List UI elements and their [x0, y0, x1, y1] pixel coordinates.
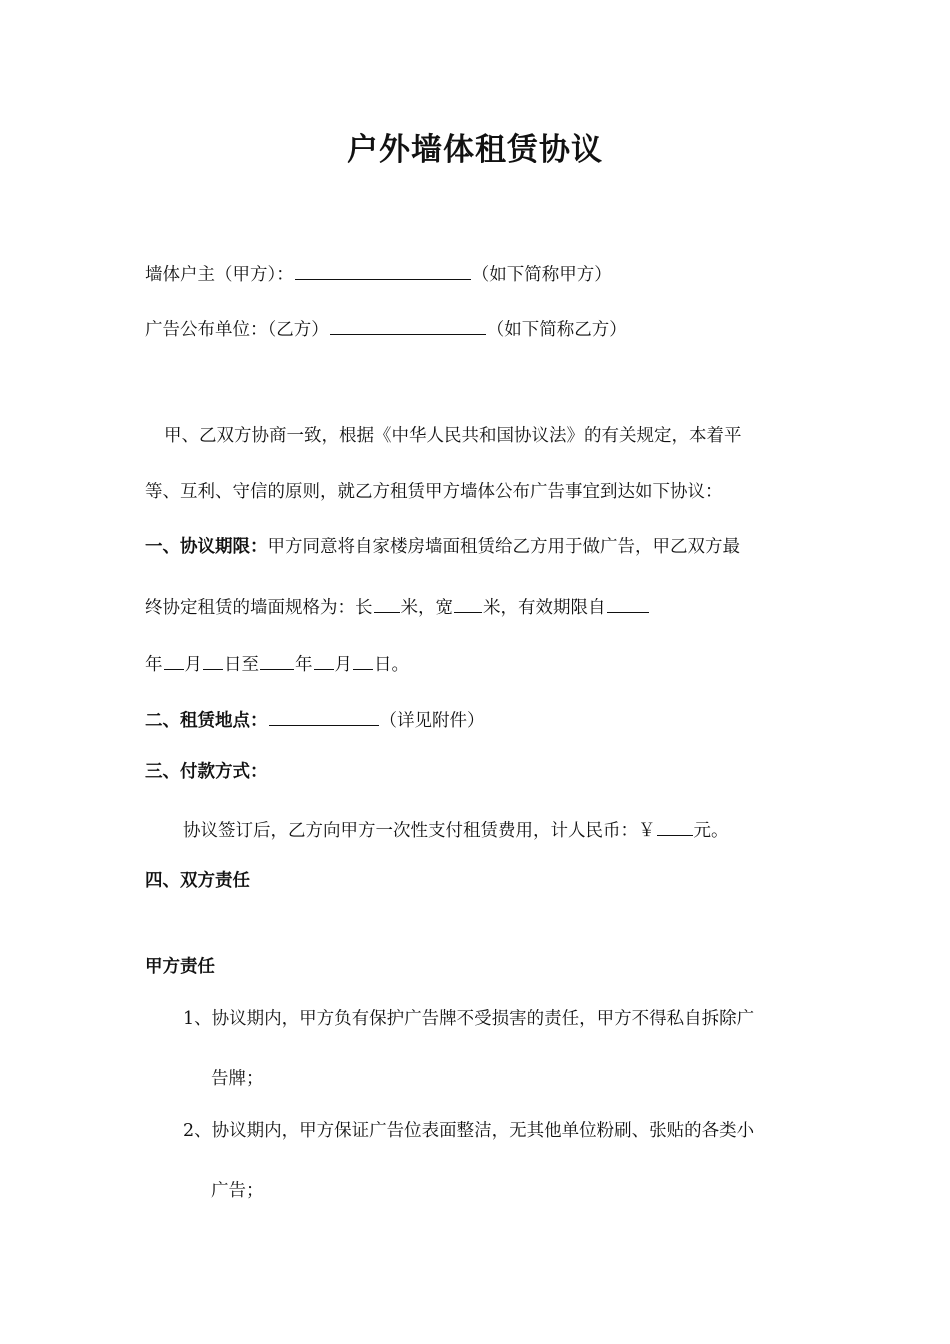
section1-text-2c: 米，有效期限自: [483, 598, 606, 618]
length-blank[interactable]: [374, 592, 400, 613]
end-year-blank[interactable]: [260, 649, 294, 670]
start-month-blank[interactable]: [164, 649, 184, 670]
year-1-label: 年: [145, 655, 163, 675]
section3-text-b: 元。: [693, 821, 729, 841]
party-a-blank[interactable]: [295, 259, 471, 280]
duty-1-line-1: 1、协议期内，甲方负有保护广告牌不受损害的责任，甲方不得私自拆除广: [183, 1009, 755, 1029]
intro-line-1: 甲、乙双方协商一致，根据《中华人民共和国协议法》的有关规定，本着平: [164, 426, 742, 446]
end-day-blank[interactable]: [353, 649, 373, 670]
section3-text-a: 协议签订后，乙方向甲方一次性支付租赁费用，计人民币：￥: [183, 821, 656, 841]
party-b-line: [145, 314, 627, 342]
year-2-label: 年: [295, 655, 313, 675]
duty-2-line-2: 广告；: [211, 1181, 264, 1201]
party-b-blank[interactable]: [330, 314, 486, 335]
section1-line-2: [145, 592, 650, 620]
start-year-blank[interactable]: [607, 592, 649, 613]
section1-line-3: [145, 649, 409, 677]
month-2-label: 月: [334, 655, 352, 675]
section1-line-1: [145, 535, 740, 559]
intro-line-2: 等、互利、守信的原则，就乙方租赁甲方墙体公布广告事宜到达如下协议：: [145, 482, 723, 502]
section2-heading: 二、租赁地点：: [145, 711, 268, 731]
section3-heading: 三、付款方式：: [145, 762, 268, 782]
end-month-blank[interactable]: [314, 649, 334, 670]
party-a-label: 墙体户主（甲方）：: [145, 265, 294, 285]
party-b-label: 广告公布单位：（乙方）: [145, 320, 329, 340]
section1-text-2a: 终协定租赁的墙面规格为：长: [145, 598, 373, 618]
day-2-label: 日。: [374, 655, 409, 675]
section2-line: [145, 705, 485, 733]
section3-text-line: [183, 815, 729, 843]
duty-2-line-1: 2、协议期内，甲方保证广告位表面整洁，无其他单位粉刷、张贴的各类小: [183, 1121, 755, 1141]
document-title: 户外墙体租赁协议: [347, 132, 603, 168]
section2-suffix: （详见附件）: [379, 711, 485, 731]
width-blank[interactable]: [454, 592, 482, 613]
start-day-blank[interactable]: [203, 649, 223, 670]
location-blank[interactable]: [269, 705, 379, 726]
section1-heading: 一、协议期限：: [145, 537, 268, 557]
month-1-label: 月: [184, 655, 202, 675]
party-b-suffix: （如下简称乙方）: [486, 320, 627, 340]
section1-text-1: 甲方同意将自家楼房墙面租赁给乙方用于做广告，甲乙双方最: [267, 537, 740, 557]
party-a-line: [145, 259, 612, 287]
day-to-label: 日至: [224, 655, 259, 675]
party-a-duties-heading: 甲方责任: [145, 957, 215, 977]
amount-blank[interactable]: [657, 815, 693, 836]
section1-text-2b: 米，宽: [400, 598, 453, 618]
duty-1-line-2: 告牌；: [211, 1069, 264, 1089]
party-a-suffix: （如下简称甲方）: [471, 265, 612, 285]
section4-heading: 四、双方责任: [145, 871, 250, 891]
